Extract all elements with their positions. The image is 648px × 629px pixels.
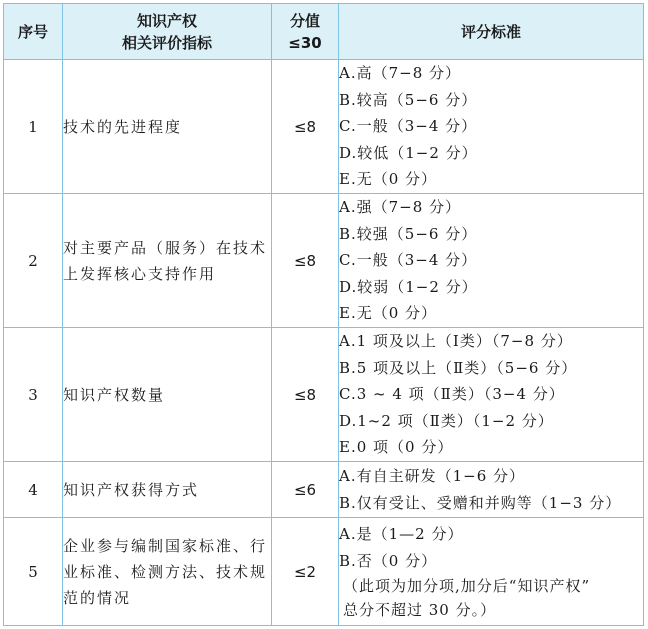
indicator-cell: 对主要产品（服务）在技术上发挥核心支持作用 [63, 194, 272, 328]
criteria-cell [339, 328, 644, 462]
criteria-item: C.一般（3−4 分） [339, 117, 478, 136]
max-score-cell: ≤6 [272, 462, 339, 518]
criteria-cell [339, 518, 644, 626]
criteria-cell [339, 462, 644, 518]
header-score [272, 4, 339, 60]
criteria-item: D.1~2 项（Ⅱ类）（1−2 分） [339, 411, 554, 430]
criteria-cell [339, 60, 644, 194]
header-indicator [63, 4, 272, 60]
criteria-item: A.高（7−8 分） [339, 64, 462, 83]
header-indicator-line1: 知识产权 [136, 11, 197, 30]
criteria-item: A.1 项及以上（Ⅰ类）（7−8 分） [339, 332, 573, 351]
criteria-item: B.5 项及以上（Ⅱ类）（5−6 分） [339, 358, 578, 377]
criteria-item: D.较低（1−2 分） [339, 143, 478, 162]
table-header-row [4, 4, 644, 60]
header-score-line2: ≤30 [288, 33, 322, 52]
row-number: 1 [4, 60, 63, 194]
criteria-item: B.仅有受让、受赠和并购等（1−3 分） [339, 493, 622, 512]
header-score-line1: 分值 [289, 11, 320, 30]
max-score-cell: ≤8 [272, 60, 339, 194]
table-row [4, 518, 644, 626]
criteria-item: A.是（1—2 分） [339, 525, 464, 543]
bonus-note-line1: （此项为加分项,加分后“知识产权” [343, 577, 591, 595]
row-number: 3 [4, 328, 63, 462]
max-score-cell: ≤2 [272, 518, 339, 626]
criteria-item: E.无（0 分） [339, 170, 438, 189]
row-number: 4 [4, 462, 63, 518]
criteria-item: C.3 ~ 4 项（Ⅱ类）（3−4 分） [339, 385, 565, 404]
table-row [4, 462, 644, 518]
table-row [4, 60, 644, 194]
max-score-cell: ≤8 [272, 194, 339, 328]
criteria-item: A.强（7−8 分） [339, 198, 462, 217]
indicator-cell: 知识产权数量 [63, 328, 272, 462]
scoring-table [3, 3, 644, 626]
indicator-cell: 知识产权获得方式 [63, 462, 272, 518]
table-row [4, 328, 644, 462]
criteria-item: E.0 项（0 分） [339, 438, 454, 457]
criteria-item: E.无（0 分） [339, 304, 438, 323]
criteria-item: B.较强（5−6 分） [339, 224, 478, 243]
criteria-item: D.较弱（1−2 分） [339, 277, 478, 296]
criteria-item: C.一般（3−4 分） [339, 251, 478, 270]
header-criteria: 评分标准 [339, 4, 644, 60]
criteria-item: B.较高（5−6 分） [339, 90, 478, 109]
criteria-cell [339, 194, 644, 328]
header-indicator-line2: 相关评价指标 [121, 33, 212, 52]
bonus-note-line2: 总分不超过 30 分。） [343, 601, 497, 619]
criteria-item: B.否（0 分） [339, 551, 438, 570]
indicator-cell: 技术的先进程度 [63, 60, 272, 194]
indicator-cell: 企业参与编制国家标准、行业标准、检测方法、技术规范的情况 [63, 518, 272, 626]
table-row [4, 194, 644, 328]
row-number: 5 [4, 518, 63, 626]
max-score-cell: ≤8 [272, 328, 339, 462]
header-no: 序号 [4, 4, 63, 60]
row-number: 2 [4, 194, 63, 328]
criteria-item: A.有自主研发（1−6 分） [339, 467, 526, 485]
